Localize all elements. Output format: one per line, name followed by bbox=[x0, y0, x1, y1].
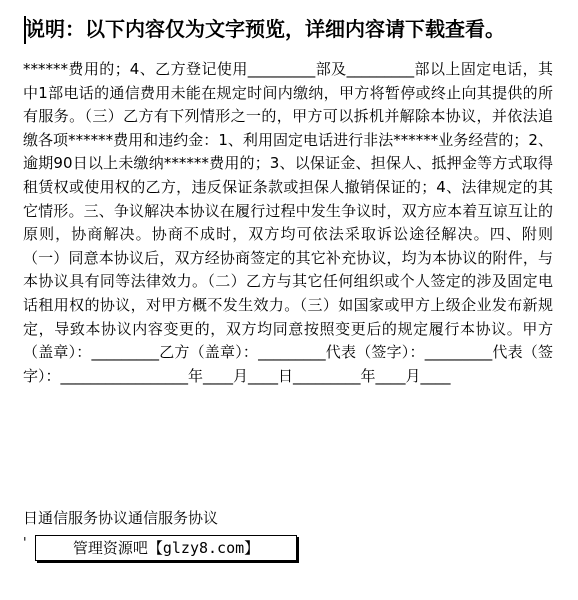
document-body-text: ******费用的；4、乙方登记使用_________部及_________部以上固定电话，其中1部电话的通信费用未能在规定时间内缴纳，甲方将暂停或终止向其提供的所有服务。（三）乙方有下列情形之一的，甲方可以拆机并解除本协议，并依法追缴各项******费用和违约金：1、利用固定电话进行非法******业务经营的；2、逾期90日以上未缴纳******费用的；3、以保证金、担保人、抵押金等方式取得租赁权或使用权的乙方，违反保证条款或担保人撤销保证的；4、法律规定的其它情形。三、争议解决本协议在履行过程中发生争议时，双方应本着互谅互让的原则，协商解决。协商不成时，双方均可依法采取诉讼途径解决。四、附则（一）同意本协议后，双方经协商签定的其它补充协议，均为本协议的附件，与本协议具有同等法律效力。（二）乙方与其它任何组织或个人签定的涉及固定电话租用权的协议，对甲方概不发生效力。（三）如国家或甲方上级企业发布新规定，导致本协议内容变更的，双方均同意按照变更后的规定履行本协议。甲方（盖章）：_________乙方（盖章）：_________代表（签字）：_________代表（签字）：_________________年____月____日_________年____月____ bbox=[23, 60, 553, 385]
document-footer-text: 日通信服务协议通信服务协议 bbox=[23, 509, 219, 527]
preview-notice: 说明：以下内容仅为文字预览，详细内容请下载查看。 bbox=[25, 17, 505, 41]
stray-mark: ' bbox=[23, 536, 27, 551]
watermark-label: 管理资源吧【glzy8.com】 bbox=[35, 535, 297, 561]
